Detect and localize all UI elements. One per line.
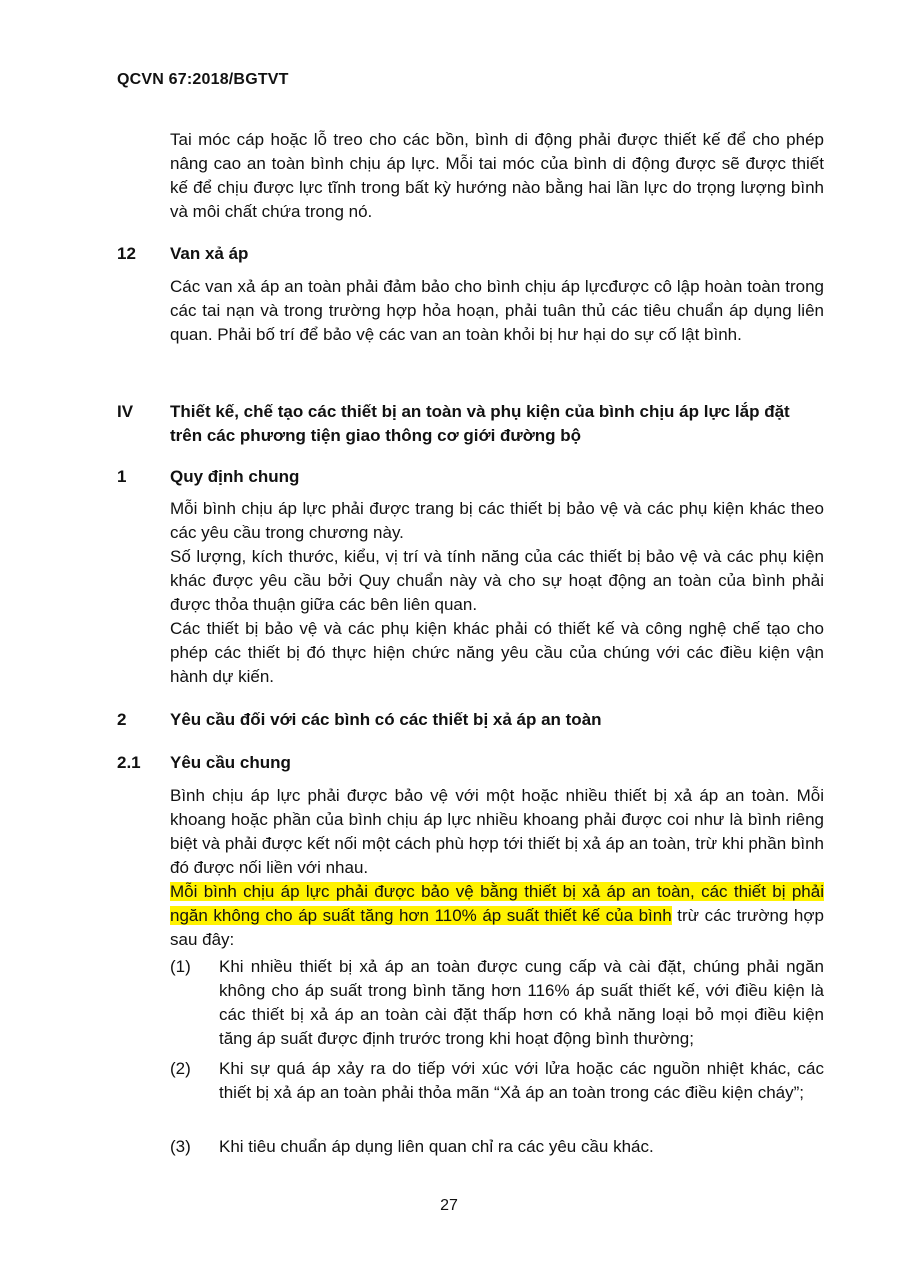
highlighted-text: Mỗi bình chịu áp lực phải được bảo vệ bằng thiết bị xả áp an toàn, các thiết bị phải ngăn không cho áp suất tăng hơn 110% áp suất thiết kế của bình (170, 882, 824, 925)
section-12-paragraph: Các van xả áp an toàn phải đảm bảo cho bình chịu áp lựcđược cô lập hoàn toàn trong các tai nạn và trong trường hợp hỏa hoạn, phải tuân thủ các tiêu chuẩn áp dụng liên quan. Phải bố trí để bảo vệ các van an toàn khỏi bị hư hại do sự cố lật bình. (170, 277, 824, 344)
section-title: Yêu cầu đối với các bình có các thiết bị xả áp an toàn (170, 710, 602, 729)
section-1-paragraph-2: Số lượng, kích thước, kiểu, vị trí và tính năng của các thiết bị bảo vệ và các phụ kiện khác được yêu cầu bởi Quy chuẩn này và cho sự hoạt động an toàn của bình phải được thỏa thuận giữa các bên liên quan. (170, 547, 824, 614)
section-title: Thiết kế, chế tạo các thiết bị an toàn và phụ kiện của bình chịu áp lực lắp đặt trên các phương tiện giao thông cơ giới đường bộ (170, 402, 790, 445)
document-code-header: QCVN 67:2018/BGTVT (117, 71, 289, 88)
section-number: 2.1 (117, 753, 141, 772)
section-title: Yêu cầu chung (170, 753, 291, 772)
section-number: 1 (117, 467, 127, 486)
section-1-paragraph-3: Các thiết bị bảo vệ và các phụ kiện khác phải có thiết kế và công nghệ chế tạo cho phép các thiết bị đó thực hiện chức năng yêu cầu của chúng với các điều kiện vận hành dự kiến. (170, 619, 824, 686)
section-number: IV (117, 402, 134, 421)
list-item-text: Khi tiêu chuẩn áp dụng liên quan chỉ ra các yêu cầu khác. (219, 1137, 654, 1156)
section-number: 12 (117, 244, 136, 263)
list-item-text: Khi sự quá áp xảy ra do tiếp với xúc với lửa hoặc các nguồn nhiệt khác, các thiết bị xả áp an toàn phải thỏa mãn “Xả áp an toàn trong các điều kiện cháy”; (219, 1059, 824, 1102)
section-title: Van xả áp (170, 244, 249, 263)
list-marker: (3) (170, 1137, 191, 1156)
list-marker: (2) (170, 1059, 191, 1078)
section-2-1-paragraph-1: Bình chịu áp lực phải được bảo vệ với một hoặc nhiều thiết bị xả áp an toàn. Mỗi khoang hoặc phần của bình chịu áp lực nhiều khoang phải được coi như là bình riêng biệt và phải được kết nối một cách phù hợp tới thiết bị xả áp an toàn, trừ khi phần bình đó được nối liền với nhau. (170, 786, 824, 877)
section-title: Quy định chung (170, 467, 300, 486)
section-1-paragraph-1: Mỗi bình chịu áp lực phải được trang bị các thiết bị bảo vệ và các phụ kiện khác theo các yêu cầu trong chương này. (170, 499, 824, 542)
list-item-text: Khi nhiều thiết bị xả áp an toàn được cung cấp và cài đặt, chúng phải ngăn không cho áp suất trong bình tăng hơn 116% áp suất thiết kế, với điều kiện là các thiết bị xả áp an toàn cài đặt thấp hơn có khả năng loại bỏ mọi điều kiện tăng áp suất được định trước trong khi hoạt động bình thường; (219, 957, 824, 1048)
list-marker: (1) (170, 957, 191, 976)
section-number: 2 (117, 710, 127, 729)
intro-paragraph: Tai móc cáp hoặc lỗ treo cho các bồn, bình di động phải được thiết kế để cho phép nâng cao an toàn bình chịu áp lực. Mỗi tai móc của bình di động được sẽ được thiết kế để chịu được lực tĩnh trong bất kỳ hướng nào bằng hai lần lực do trọng lượng bình và môi chất chứa trong nó. (170, 130, 824, 221)
section-2-1-paragraph-2 (170, 880, 824, 952)
paragraph-continuation: trừ các trường hợp sau đây: (170, 906, 824, 949)
page-number: 27 (440, 1197, 458, 1214)
